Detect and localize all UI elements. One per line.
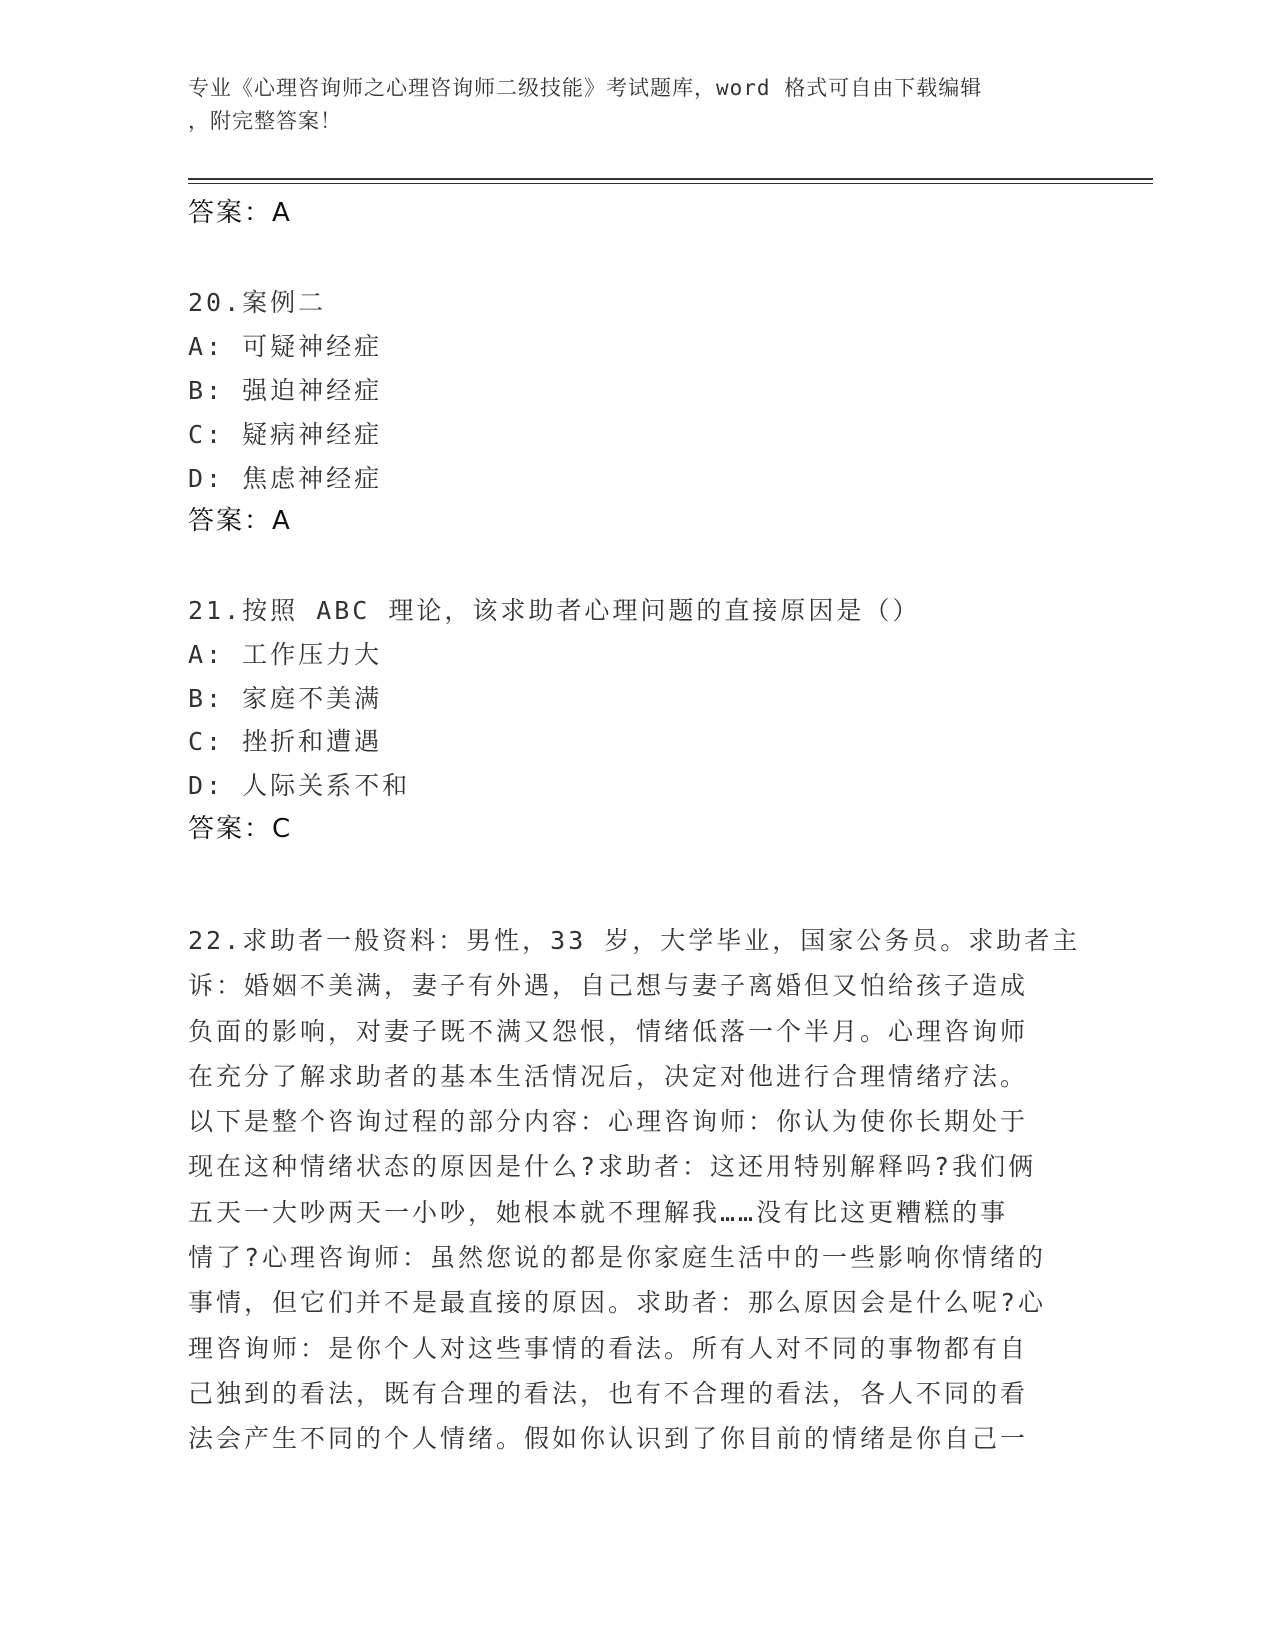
header-line-1: 专业《心理咨询师之心理咨询师二级技能》考试题库，word 格式可自由下载编辑 bbox=[188, 76, 983, 100]
q20-title: 20.案例二 bbox=[188, 288, 327, 317]
q22-line: 理咨询师：是你个人对这些事情的看法。所有人对不同的事物都有自 bbox=[188, 1333, 1029, 1363]
q22-paragraph bbox=[188, 918, 1088, 1462]
q22-line: 情了?心理咨询师：虽然您说的都是你家庭生活中的一些影响你情绪的 bbox=[188, 1243, 1047, 1273]
q20-answer: 答案：A bbox=[188, 506, 292, 536]
q21-option-c: C: 挫折和遭遇 bbox=[188, 727, 383, 756]
q22-line: 法会产生不同的个人情绪。假如你认识到了你目前的情绪是你自己一 bbox=[188, 1424, 1029, 1454]
q22-line: 事情，但它们并不是最直接的原因。求助者：那么原因会是什么呢?心 bbox=[188, 1288, 1047, 1318]
q20-option-d: D: 焦虑神经症 bbox=[188, 464, 383, 493]
q22-line: 22.求助者一般资料：男性，33 岁，大学毕业，国家公务员。求助者主 bbox=[188, 926, 1081, 955]
q20-option-a: A: 可疑神经症 bbox=[188, 332, 383, 361]
q22-line: 以下是整个咨询过程的部分内容：心理咨询师：你认为使你长期处于 bbox=[188, 1107, 1029, 1137]
q20-option-b: B: 强迫神经症 bbox=[188, 376, 383, 405]
q21-option-d: D: 人际关系不和 bbox=[188, 771, 411, 800]
q22-line: 诉：婚姻不美满，妻子有外遇，自己想与妻子离婚但又怕给孩子造成 bbox=[188, 971, 1029, 1001]
q20-option-c: C: 疑病神经症 bbox=[188, 420, 383, 449]
answer-prev: 答案：A bbox=[188, 198, 292, 228]
header-line-2: ，附完整答案！ bbox=[188, 109, 342, 133]
q22-line: 五天一大吵两天一小吵，她根本就不理解我……没有比这更糟糕的事 bbox=[188, 1197, 1009, 1227]
q21-option-b: B: 家庭不美满 bbox=[188, 684, 383, 713]
q22-line: 现在这种情绪状态的原因是什么?求助者：这还用特别解释吗?我们俩 bbox=[188, 1152, 1037, 1182]
q22-line: 己独到的看法，既有合理的看法，也有不合理的看法，各人不同的看 bbox=[188, 1378, 1029, 1408]
document-header bbox=[188, 72, 1088, 138]
q21-option-a: A: 工作压力大 bbox=[188, 640, 383, 669]
q21-answer: 答案：C bbox=[188, 814, 293, 844]
q22-line: 负面的影响，对妻子既不满又怨恨，情绪低落一个半月。心理咨询师 bbox=[188, 1016, 1029, 1046]
q21-title: 21.按照 ABC 理论，该求助者心理问题的直接原因是（） bbox=[188, 596, 921, 625]
header-rule-thick bbox=[188, 178, 1153, 180]
q22-line: 在充分了解求助者的基本生活情况后，决定对他进行合理情绪疗法。 bbox=[188, 1061, 1029, 1091]
header-rule-thin bbox=[188, 183, 1153, 184]
